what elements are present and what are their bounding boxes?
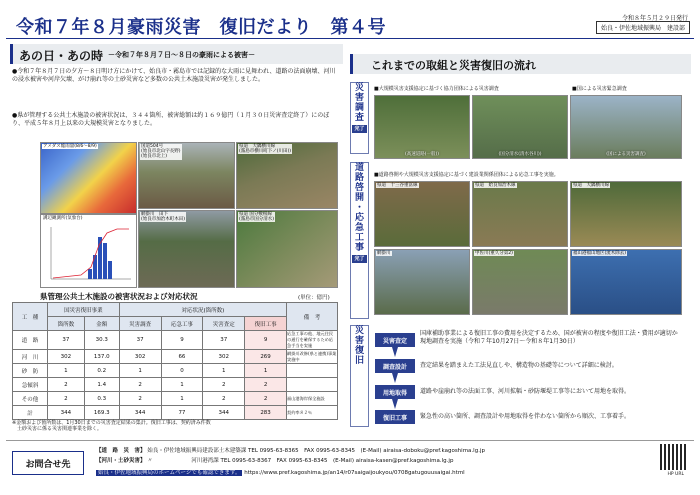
cell-amount: 30.3 <box>84 331 119 350</box>
cell-remarks <box>287 364 338 378</box>
survey-photo-1-caption: (高速道路(一般)) <box>404 152 440 157</box>
bullet-text-1: ●令和７年８月７日の夕方～８日明け方にかけて、始良市・霧島市では記録的な大雨に見舞われ、道路の法面崩壊、河川の浸水被害や河岸欠壊、がけ崩れ等の土砂災害など多数の公共土木施設災害が発生しました。 <box>12 68 336 83</box>
done-badge: 完了 <box>352 125 367 133</box>
emergency-photo-2 <box>472 181 568 247</box>
line2-dept: 【河川・土砂災害】 <box>96 458 146 464</box>
cell-remarks: 応急工事の他、地元住民の通行を確保するため応急手当を実施 <box>287 331 338 350</box>
table-row <box>13 406 338 420</box>
line1-tel[interactable]: TEL 0995-63-8365 FAX 0995-63-8345 (E-Mail) airaisa-doboku@pref.kagoshima.lg.jp <box>248 448 485 454</box>
th-remarks: 備 考 <box>287 303 338 331</box>
damage-photo-1-caption: 国道504号 (始良市北山字長野) (始良市北上) <box>141 144 181 160</box>
band-restore <box>350 325 369 427</box>
cell-count: 2 <box>48 392 85 406</box>
left-heading: あの日・あの時 <box>19 49 104 63</box>
cell-emergency: 0 <box>161 364 203 378</box>
rainfall-chart-caption: 溝辺観測所(気象台) <box>43 216 83 221</box>
damage-photo-4 <box>236 210 338 288</box>
cell-survey: 302 <box>119 350 161 364</box>
emergency-photo-6 <box>570 249 682 315</box>
band-char: 応 <box>354 213 364 223</box>
rainfall-map <box>40 142 137 214</box>
cell-type: その他 <box>13 392 48 406</box>
rainfall-map-caption: アメダス総雨量(8/6～8/9) <box>43 144 97 149</box>
cell-emergency: 1 <box>161 378 203 392</box>
cell-count: 302 <box>48 350 85 364</box>
left-heading-box <box>10 44 343 64</box>
cell-inspection: 37 <box>203 331 245 350</box>
cell-amount: 0.2 <box>84 364 119 378</box>
cell-survey: 2 <box>119 392 161 406</box>
emergency-photo-3-caption: 県道 大隅横川線 <box>573 183 609 188</box>
table-row <box>13 364 338 378</box>
cell-type: 計 <box>13 406 48 420</box>
cell-survey: 2 <box>119 378 161 392</box>
band-char: 開 <box>354 193 364 203</box>
cell-remarks <box>287 378 338 392</box>
damage-photo-4-caption: 県道 国分敷根線 (霧島市国分清水) <box>239 212 275 223</box>
row1-title2: ■国による災害緊急調査 <box>572 86 627 92</box>
band-char: 災 <box>354 326 364 336</box>
cell-type: 河 川 <box>13 350 48 364</box>
right-heading-box <box>350 54 691 74</box>
th-inspection: 災害査定 <box>203 317 245 331</box>
band-char: 調 <box>354 103 364 113</box>
survey-photo-1 <box>374 95 470 159</box>
table-title: 県管理公共土木施設の被害状況および対応状況 <box>40 292 198 301</box>
cell-restore: 2 <box>245 392 287 406</box>
cell-inspection: 344 <box>203 406 245 420</box>
done-badge: 完了 <box>352 255 367 263</box>
cell-survey: 37 <box>119 331 161 350</box>
band-char: 災 <box>354 83 364 93</box>
emergency-photo-5 <box>472 249 568 315</box>
survey-photo-3 <box>570 95 682 159</box>
rainfall-chart <box>40 214 137 288</box>
contact-line-1 <box>96 448 485 455</box>
table-row <box>13 378 338 392</box>
footer <box>6 440 694 491</box>
damage-photo-2 <box>236 142 338 209</box>
step-arrows <box>390 347 400 437</box>
qr-label: HP URL <box>667 472 684 477</box>
th-response: 対応状況(箇所数) <box>119 303 286 317</box>
right-heading: これまでの取組と災害復旧の流れ <box>371 59 536 72</box>
step-land: 用地取得 <box>375 385 415 399</box>
emergency-photo-3 <box>570 181 682 247</box>
survey-photo-2 <box>472 95 568 159</box>
row2-title: ■道路啓開や大規模災害支援協定に基づく建設業関係団体による応急工事を実施。 <box>374 172 559 178</box>
damage-photo-2-caption: 県道 大隅横川線 (霧島市横川町下ノ(川田)) <box>239 144 292 155</box>
rainfall-bars <box>41 215 136 287</box>
cell-survey: 344 <box>119 406 161 420</box>
cell-emergency: 9 <box>161 331 203 350</box>
cell-count: 344 <box>48 406 85 420</box>
emergency-photo-6-caption: 福山港福山地区(流木除去) <box>573 251 627 256</box>
cell-remarks: 網掛川改修(県と連携)事業実施中 <box>287 350 337 362</box>
th-restore: 復旧工事 <box>245 317 287 331</box>
th-emergency: 応急工事 <box>161 317 203 331</box>
cell-restore: 269 <box>245 350 287 364</box>
contact-label: お問合せ先 <box>12 451 84 475</box>
band-char: 路 <box>354 173 364 183</box>
band-char: 査 <box>354 113 364 123</box>
cell-remarks: 契約率８２％ <box>287 406 338 420</box>
band-char: 急 <box>354 223 364 233</box>
survey-photo-3-caption: (国による災害調査) <box>606 152 646 157</box>
header-bar <box>6 8 694 39</box>
issuer-box: 始良・伊佐地域振興局 建設部 <box>596 21 690 34</box>
th-survey: 災害調査 <box>119 317 161 331</box>
cell-inspection: 1 <box>203 364 245 378</box>
cell-amount: 169.3 <box>84 406 119 420</box>
contact-line-2 <box>96 458 453 465</box>
line2-tel[interactable]: TEL 0995-63-8367 FAX 0995-63-8345 (E-Mail) airaisa-kasen@pref.kagoshima.lg.jp <box>220 458 454 464</box>
table-note: ※金額および箇所数は、1月30日までの災害査定結果の集計。復旧工事は、契約済み件数 土砂災害に係る災害関連事業を除く。 <box>12 420 211 433</box>
cell-emergency: 77 <box>161 406 203 420</box>
page-title: 令和７年８月豪雨災害 復旧だより 第４号 <box>16 17 386 38</box>
damage-photo-3 <box>138 210 235 288</box>
band-emergency <box>350 162 369 319</box>
table-row <box>13 350 338 364</box>
left-subheading: －令和７年８月７日～８日の豪雨による被害－ <box>108 51 255 59</box>
cell-inspection: 2 <box>203 378 245 392</box>
bullet-text-2: ●県が管理する公共土木施設の被害状況は、３４４箇所、被害総額は約１６９億円（１月３０日災害査定終了）にのぼり、平成５年８月上以来の大規模災害となりました。 <box>12 112 330 127</box>
cell-count: 37 <box>48 331 85 350</box>
line2-org: 〃 河川港湾課 <box>147 458 219 464</box>
step-construction: 復旧工事 <box>375 410 415 424</box>
qr-code <box>660 444 686 470</box>
cell-amount: 0.3 <box>84 392 119 406</box>
table-row <box>13 331 338 350</box>
th-gov: 国災害復旧事業 <box>48 303 120 317</box>
cell-restore: 2 <box>245 378 287 392</box>
band-char: 旧 <box>354 356 364 366</box>
homepage-text: 始良・伊佐地域振興局のホームページでも確認できます。 <box>98 470 241 476</box>
band-char: 復 <box>354 346 364 356</box>
survey-photo-2-caption: (国分清水(清水谷川)) <box>498 152 542 157</box>
cell-inspection: 2 <box>203 392 245 406</box>
band-char: ・ <box>354 203 364 213</box>
band-char: 道 <box>354 163 364 173</box>
damage-table <box>12 302 338 420</box>
homepage-url[interactable]: https://www.pref.kagoshima.jp/an14/r07saigaijoukyou/0708gatugouusaigai.html <box>244 470 465 476</box>
cell-remarks: 福山港海岸保全施設 <box>287 392 338 406</box>
line1-dept: 【道 路 災 害】 <box>96 448 146 454</box>
cell-count: 2 <box>48 378 85 392</box>
homepage-line <box>96 470 465 477</box>
cell-emergency: 66 <box>161 350 203 364</box>
th-amount: 金額 <box>84 317 119 331</box>
emergency-photo-5-caption: 甲佐川(重久分第2) <box>475 251 513 256</box>
cell-count: 1 <box>48 364 85 378</box>
line1-org: 始良・伊佐地域振興局建設部土木建築課 <box>147 448 247 454</box>
step-land-text: 道路や崖崩れ等の法面工事、河川拡幅・砂防堰堤工事等において用地を取得。 <box>420 388 631 395</box>
cell-type: 砂 防 <box>13 364 48 378</box>
emergency-photo-2-caption: 県道 姶良加治木線 <box>475 183 516 188</box>
emergency-photo-1 <box>374 181 470 247</box>
band-char: 害 <box>354 93 364 103</box>
cell-restore: 1 <box>245 364 287 378</box>
step-inspection: 災害査定 <box>375 333 415 347</box>
step-construction-text: 緊急性の高い箇所、調査設計や用地取得を伴わない箇所から順次、工事着手。 <box>420 413 631 420</box>
band-char: 害 <box>354 336 364 346</box>
cell-amount: 1.4 <box>84 378 119 392</box>
issue-date: 令和８年５月２９日発行 <box>621 15 688 22</box>
emergency-photo-4 <box>374 249 470 315</box>
step-design-text: 査定結果を踏まえた工法見直しや、構造物の基礎等について詳細に検討。 <box>420 362 618 369</box>
th-type: 工 種 <box>13 303 48 331</box>
step-inspection-text: 国庫補助事業による復旧工事の費用を決定するため、国が被害の程度や復旧工法・費用が適切か現地調査を実施（令和７年10月27日～令和８年1月30日） <box>420 330 678 345</box>
band-char: 工 <box>354 233 364 243</box>
cell-survey: 1 <box>119 364 161 378</box>
emergency-photo-4-caption: 網掛川 <box>377 251 391 256</box>
cell-type: 道 路 <box>13 331 48 350</box>
cell-restore: 283 <box>245 406 287 420</box>
table-unit: (単位：億円) <box>298 295 330 301</box>
band-char: 啓 <box>354 183 364 193</box>
th-count: 箇所数 <box>48 317 85 331</box>
cell-restore: 9 <box>245 331 287 350</box>
band-survey <box>350 82 369 154</box>
emergency-photo-1-caption: 県道 十三谷重富線 <box>377 183 418 188</box>
row1-title: ■大規模災害支援協定に基づく協力団体による災害調査 <box>374 86 499 92</box>
cell-emergency: 1 <box>161 392 203 406</box>
cell-type: 急傾斜 <box>13 378 48 392</box>
damage-photo-1 <box>138 142 235 209</box>
cell-inspection: 302 <box>203 350 245 364</box>
damage-photo-3-caption: 網掛川 田下 (始良市加治木町木田) <box>141 212 186 223</box>
band-char: 事 <box>354 243 364 253</box>
step-design: 調査設計 <box>375 359 415 373</box>
cell-amount: 137.0 <box>84 350 119 364</box>
table-row <box>13 392 338 406</box>
